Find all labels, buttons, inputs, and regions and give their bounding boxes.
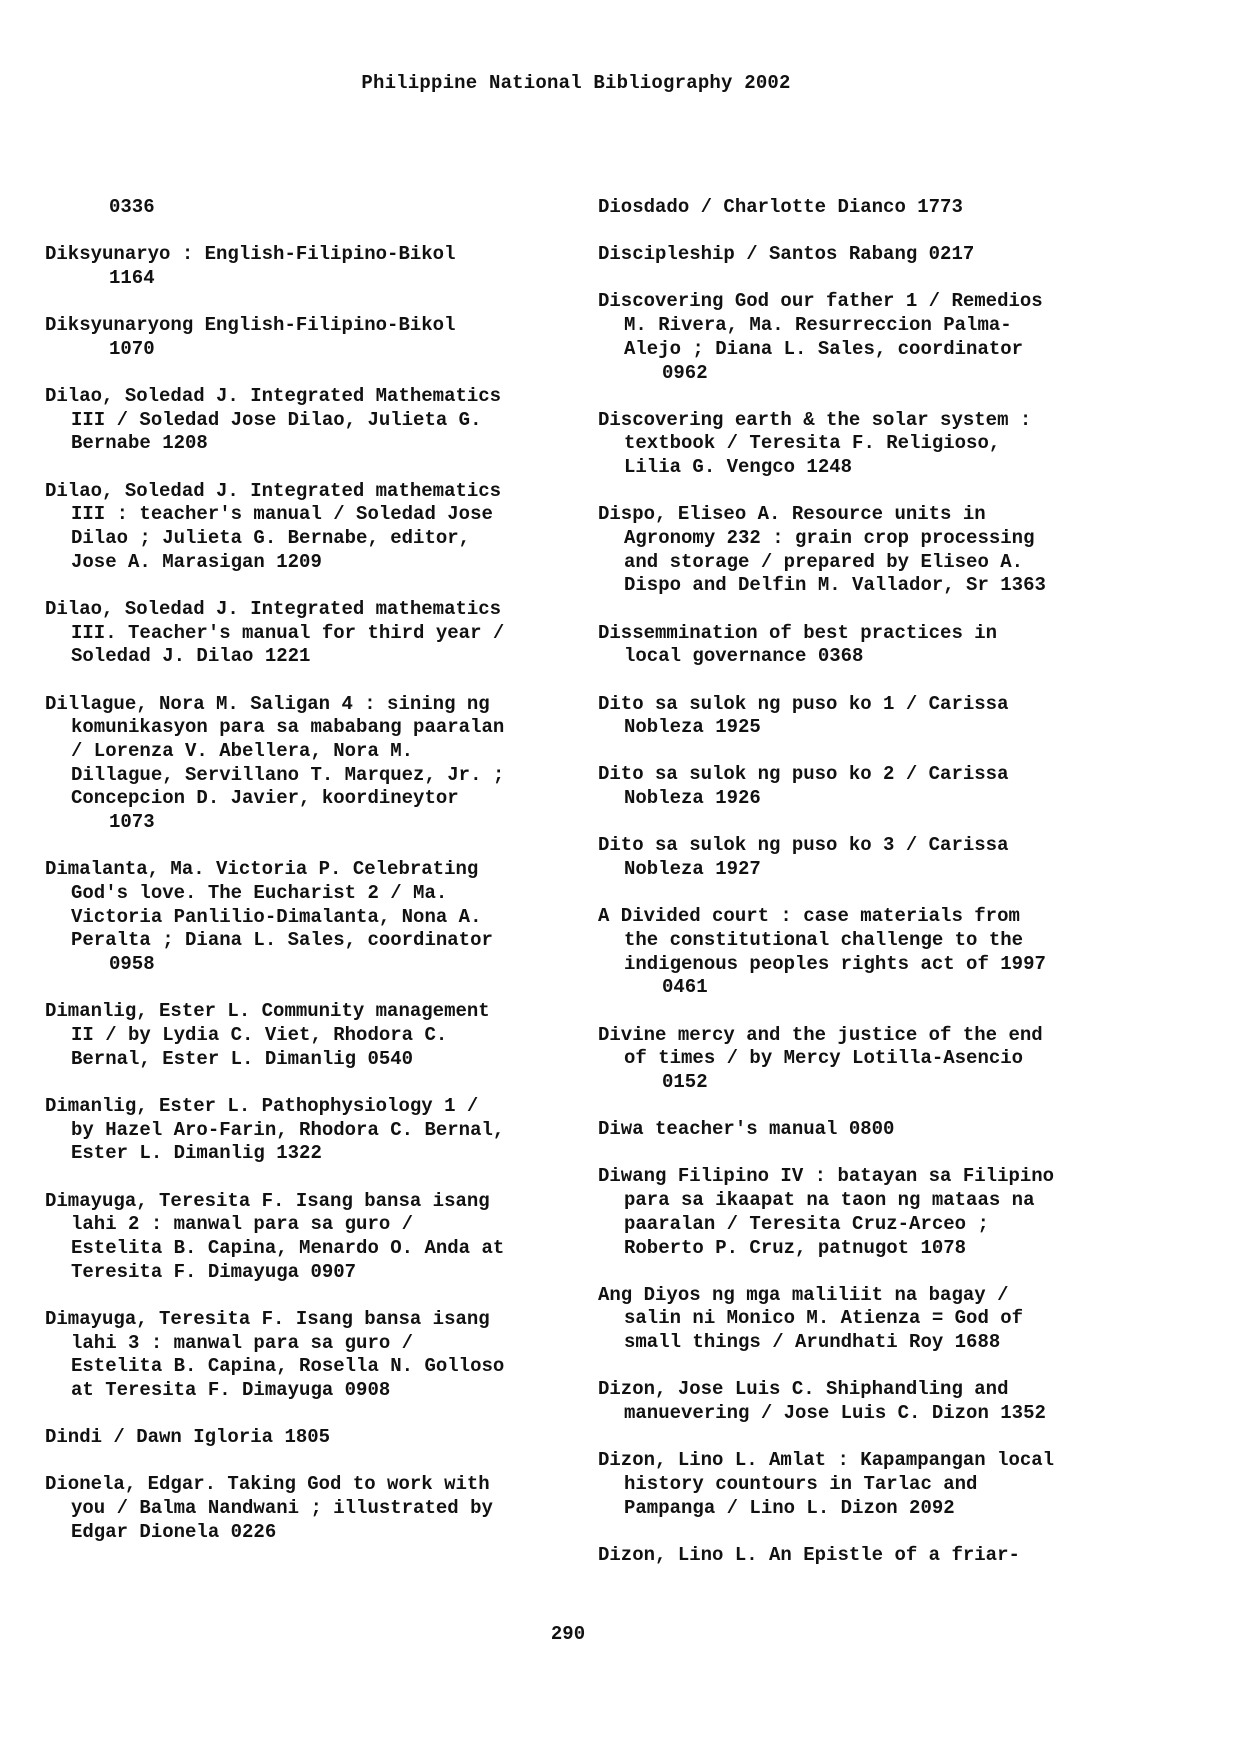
entry-line: A Divided court : case materials from — [598, 905, 1020, 928]
entry-line: manuevering / Jose Luis C. Dizon 1352 — [624, 1402, 1046, 1425]
entry-line: Edgar Dionela 0226 — [71, 1520, 277, 1543]
entry-line: 1073 — [109, 811, 155, 834]
bibliography-entry — [598, 693, 1138, 740]
entry-line: small things / Arundhati Roy 1688 — [624, 1331, 1001, 1354]
bibliography-entry — [598, 1544, 1138, 1568]
bibliography-entry — [598, 763, 1138, 810]
bibliography-entry — [598, 243, 1138, 267]
bibliography-entry — [598, 196, 1138, 220]
entry-line: 1070 — [109, 337, 155, 360]
bibliography-entry — [45, 314, 585, 361]
entry-line: lahi 3 : manwal para sa guro / — [71, 1331, 414, 1354]
entry-line: Dizon, Lino L. An Epistle of a friar- — [598, 1543, 1020, 1566]
bibliography-entry — [598, 1378, 1138, 1425]
entry-line: Dilao ; Julieta G. Bernabe, editor, — [71, 527, 471, 550]
bibliography-entry — [598, 1449, 1138, 1520]
entry-line: Estelita B. Capina, Rosella N. Golloso — [71, 1355, 505, 1378]
bibliography-entry — [598, 834, 1138, 881]
entry-line: Victoria Panlilio-Dimalanta, Nona A. — [71, 905, 482, 928]
entry-line: / Lorenza V. Abellera, Nora M. — [71, 739, 414, 762]
bibliography-entry — [45, 1426, 585, 1450]
entry-line: Dilao, Soledad J. Integrated mathematics — [45, 479, 502, 502]
right-column — [598, 196, 1138, 1591]
entry-line: Alejo ; Diana L. Sales, coordinator — [624, 337, 1024, 360]
entry-line: Dimanlig, Ester L. Community management — [45, 1000, 490, 1023]
entry-line: Dillague, Servillano T. Marquez, Jr. ; — [71, 763, 505, 786]
entry-line: III. Teacher's manual for third year / — [71, 621, 505, 644]
entry-line: Soledad J. Dilao 1221 — [71, 645, 311, 668]
entry-line: Diwang Filipino IV : batayan sa Filipino — [598, 1165, 1055, 1188]
left-column — [45, 196, 585, 1568]
entry-line: Dimayuga, Teresita F. Isang bansa isang — [45, 1307, 490, 1330]
bibliography-entry — [45, 1308, 585, 1403]
entry-line: Peralta ; Diana L. Sales, coordinator — [71, 929, 493, 952]
bibliography-entry — [45, 480, 585, 575]
entry-line: Nobleza 1927 — [624, 858, 761, 881]
entry-line: Divine mercy and the justice of the end — [598, 1023, 1043, 1046]
entry-line: 0958 — [109, 953, 155, 976]
entry-line: Agronomy 232 : grain crop processing — [624, 527, 1035, 550]
bibliography-entry — [45, 693, 585, 835]
entry-line: 0461 — [662, 976, 708, 999]
entry-line: M. Rivera, Ma. Resurreccion Palma- — [624, 314, 1012, 337]
bibliography-entry — [45, 598, 585, 669]
bibliography-entry — [598, 622, 1138, 669]
entry-line: Pampanga / Lino L. Dizon 2092 — [624, 1496, 955, 1519]
entry-line: III / Soledad Jose Dilao, Julieta G. — [71, 408, 482, 431]
bibliography-entry — [45, 1190, 585, 1285]
bibliography-entry — [598, 1165, 1138, 1260]
entry-line: Diksyunaryong English-Filipino-Bikol — [45, 314, 456, 337]
bibliography-entry — [598, 1118, 1138, 1142]
entry-line: Dillague, Nora M. Saligan 4 : sining ng — [45, 692, 490, 715]
entry-line: Diosdado / Charlotte Dianco 1773 — [598, 196, 963, 218]
entry-line: Dissemmination of best practices in — [598, 621, 998, 644]
entry-line: indigenous peoples rights act of 1997 — [624, 952, 1046, 975]
entry-line: at Teresita F. Dimayuga 0908 — [71, 1378, 391, 1401]
entry-line: Diwa teacher's manual 0800 — [598, 1118, 895, 1141]
entry-line: Dito sa sulok ng puso ko 1 / Carissa — [598, 692, 1009, 715]
entry-line: by Hazel Aro-Farin, Rhodora C. Bernal, — [71, 1118, 505, 1141]
entry-line: Bernabe 1208 — [71, 432, 208, 455]
bibliography-entry — [598, 409, 1138, 480]
entry-line: lahi 2 : manwal para sa guro / — [71, 1213, 414, 1236]
entry-line: and storage / prepared by Eliseo A. — [624, 550, 1024, 573]
entry-line: komunikasyon para sa mababang paaralan — [71, 716, 505, 739]
entry-line: Lilia G. Vengco 1248 — [624, 456, 853, 479]
bibliography-entry — [598, 1284, 1138, 1355]
entry-line: Dito sa sulok ng puso ko 3 / Carissa — [598, 834, 1009, 857]
entry-line: Teresita F. Dimayuga 0907 — [71, 1260, 357, 1283]
entry-line: Dimayuga, Teresita F. Isang bansa isang — [45, 1189, 490, 1212]
bibliography-entry — [45, 1000, 585, 1071]
bibliography-entry — [45, 858, 585, 977]
entry-line: Ang Diyos ng mga maliliit na bagay / — [598, 1283, 1009, 1306]
entry-line: Discipleship / Santos Rabang 0217 — [598, 243, 975, 266]
bibliography-entry — [598, 905, 1138, 1000]
entry-line: God's love. The Eucharist 2 / Ma. — [71, 881, 448, 904]
entry-line: Dionela, Edgar. Taking God to work with — [45, 1473, 490, 1496]
entry-line: Nobleza 1925 — [624, 716, 761, 739]
entry-line: paaralan / Teresita Cruz-Arceo ; — [624, 1212, 989, 1235]
entry-line: you / Balma Nandwani ; illustrated by — [71, 1497, 493, 1520]
entry-line: 0962 — [662, 361, 708, 384]
entry-line: Dizon, Jose Luis C. Shiphandling and — [598, 1378, 1009, 1401]
entry-line: Nobleza 1926 — [624, 787, 761, 810]
entry-line: II / by Lydia C. Viet, Rhodora C. — [71, 1023, 448, 1046]
entry-line: the constitutional challenge to the — [624, 928, 1024, 951]
entry-line: Dilao, Soledad J. Integrated mathematics — [45, 597, 502, 620]
entry-line: Concepcion D. Javier, koordineytor — [71, 787, 459, 810]
entry-line: 1164 — [109, 266, 155, 289]
bibliography-entry — [45, 1095, 585, 1166]
bibliography-entry — [598, 1024, 1138, 1095]
entry-line: Discovering earth & the solar system : — [598, 408, 1032, 431]
entry-line: Dispo, Eliseo A. Resource units in — [598, 503, 986, 526]
entry-line: Ester L. Dimanlig 1322 — [71, 1142, 322, 1165]
bibliography-entry — [45, 1473, 585, 1544]
bibliography-entry — [45, 385, 585, 456]
entry-line: salin ni Monico M. Atienza = God of — [624, 1307, 1024, 1330]
entry-line: Roberto P. Cruz, patnugot 1078 — [624, 1236, 967, 1259]
entry-line: 0152 — [662, 1070, 708, 1093]
entry-line: Diksyunaryo : English-Filipino-Bikol — [45, 243, 456, 266]
entry-line: Dilao, Soledad J. Integrated Mathematics — [45, 385, 502, 408]
bibliography-entry — [45, 196, 585, 220]
entry-line: III : teacher's manual / Soledad Jose — [71, 503, 493, 526]
entry-line: Estelita B. Capina, Menardo O. Anda at — [71, 1236, 505, 1259]
page-header: Philippine National Bibliography 2002 — [361, 72, 791, 94]
entry-line: Bernal, Ester L. Dimanlig 0540 — [71, 1047, 414, 1070]
entry-line: textbook / Teresita F. Religioso, — [624, 432, 1001, 455]
bibliography-entry — [45, 243, 585, 290]
entry-line: history countours in Tarlac and — [624, 1472, 978, 1495]
entry-line: Dito sa sulok ng puso ko 2 / Carissa — [598, 763, 1009, 786]
entry-line: Dizon, Lino L. Amlat : Kapampangan local — [598, 1449, 1055, 1472]
entry-line: of times / by Mercy Lotilla-Asencio — [624, 1047, 1024, 1070]
entry-line: Dispo and Delfin M. Vallador, Sr 1363 — [624, 574, 1046, 597]
entry-line: Dimalanta, Ma. Victoria P. Celebrating — [45, 858, 479, 881]
bibliography-entry — [598, 290, 1138, 385]
page-number: 290 — [550, 1623, 586, 1645]
entry-line: Jose A. Marasigan 1209 — [71, 550, 322, 573]
entry-line: 0336 — [109, 196, 155, 218]
entry-line: para sa ikaapat na taon ng mataas na — [624, 1189, 1035, 1212]
entry-line: Dimanlig, Ester L. Pathophysiology 1 / — [45, 1094, 479, 1117]
entry-line: local governance 0368 — [624, 645, 864, 668]
bibliography-entry — [598, 503, 1138, 598]
entry-line: Discovering God our father 1 / Remedios — [598, 290, 1043, 313]
entry-line: Dindi / Dawn Igloria 1805 — [45, 1426, 331, 1449]
